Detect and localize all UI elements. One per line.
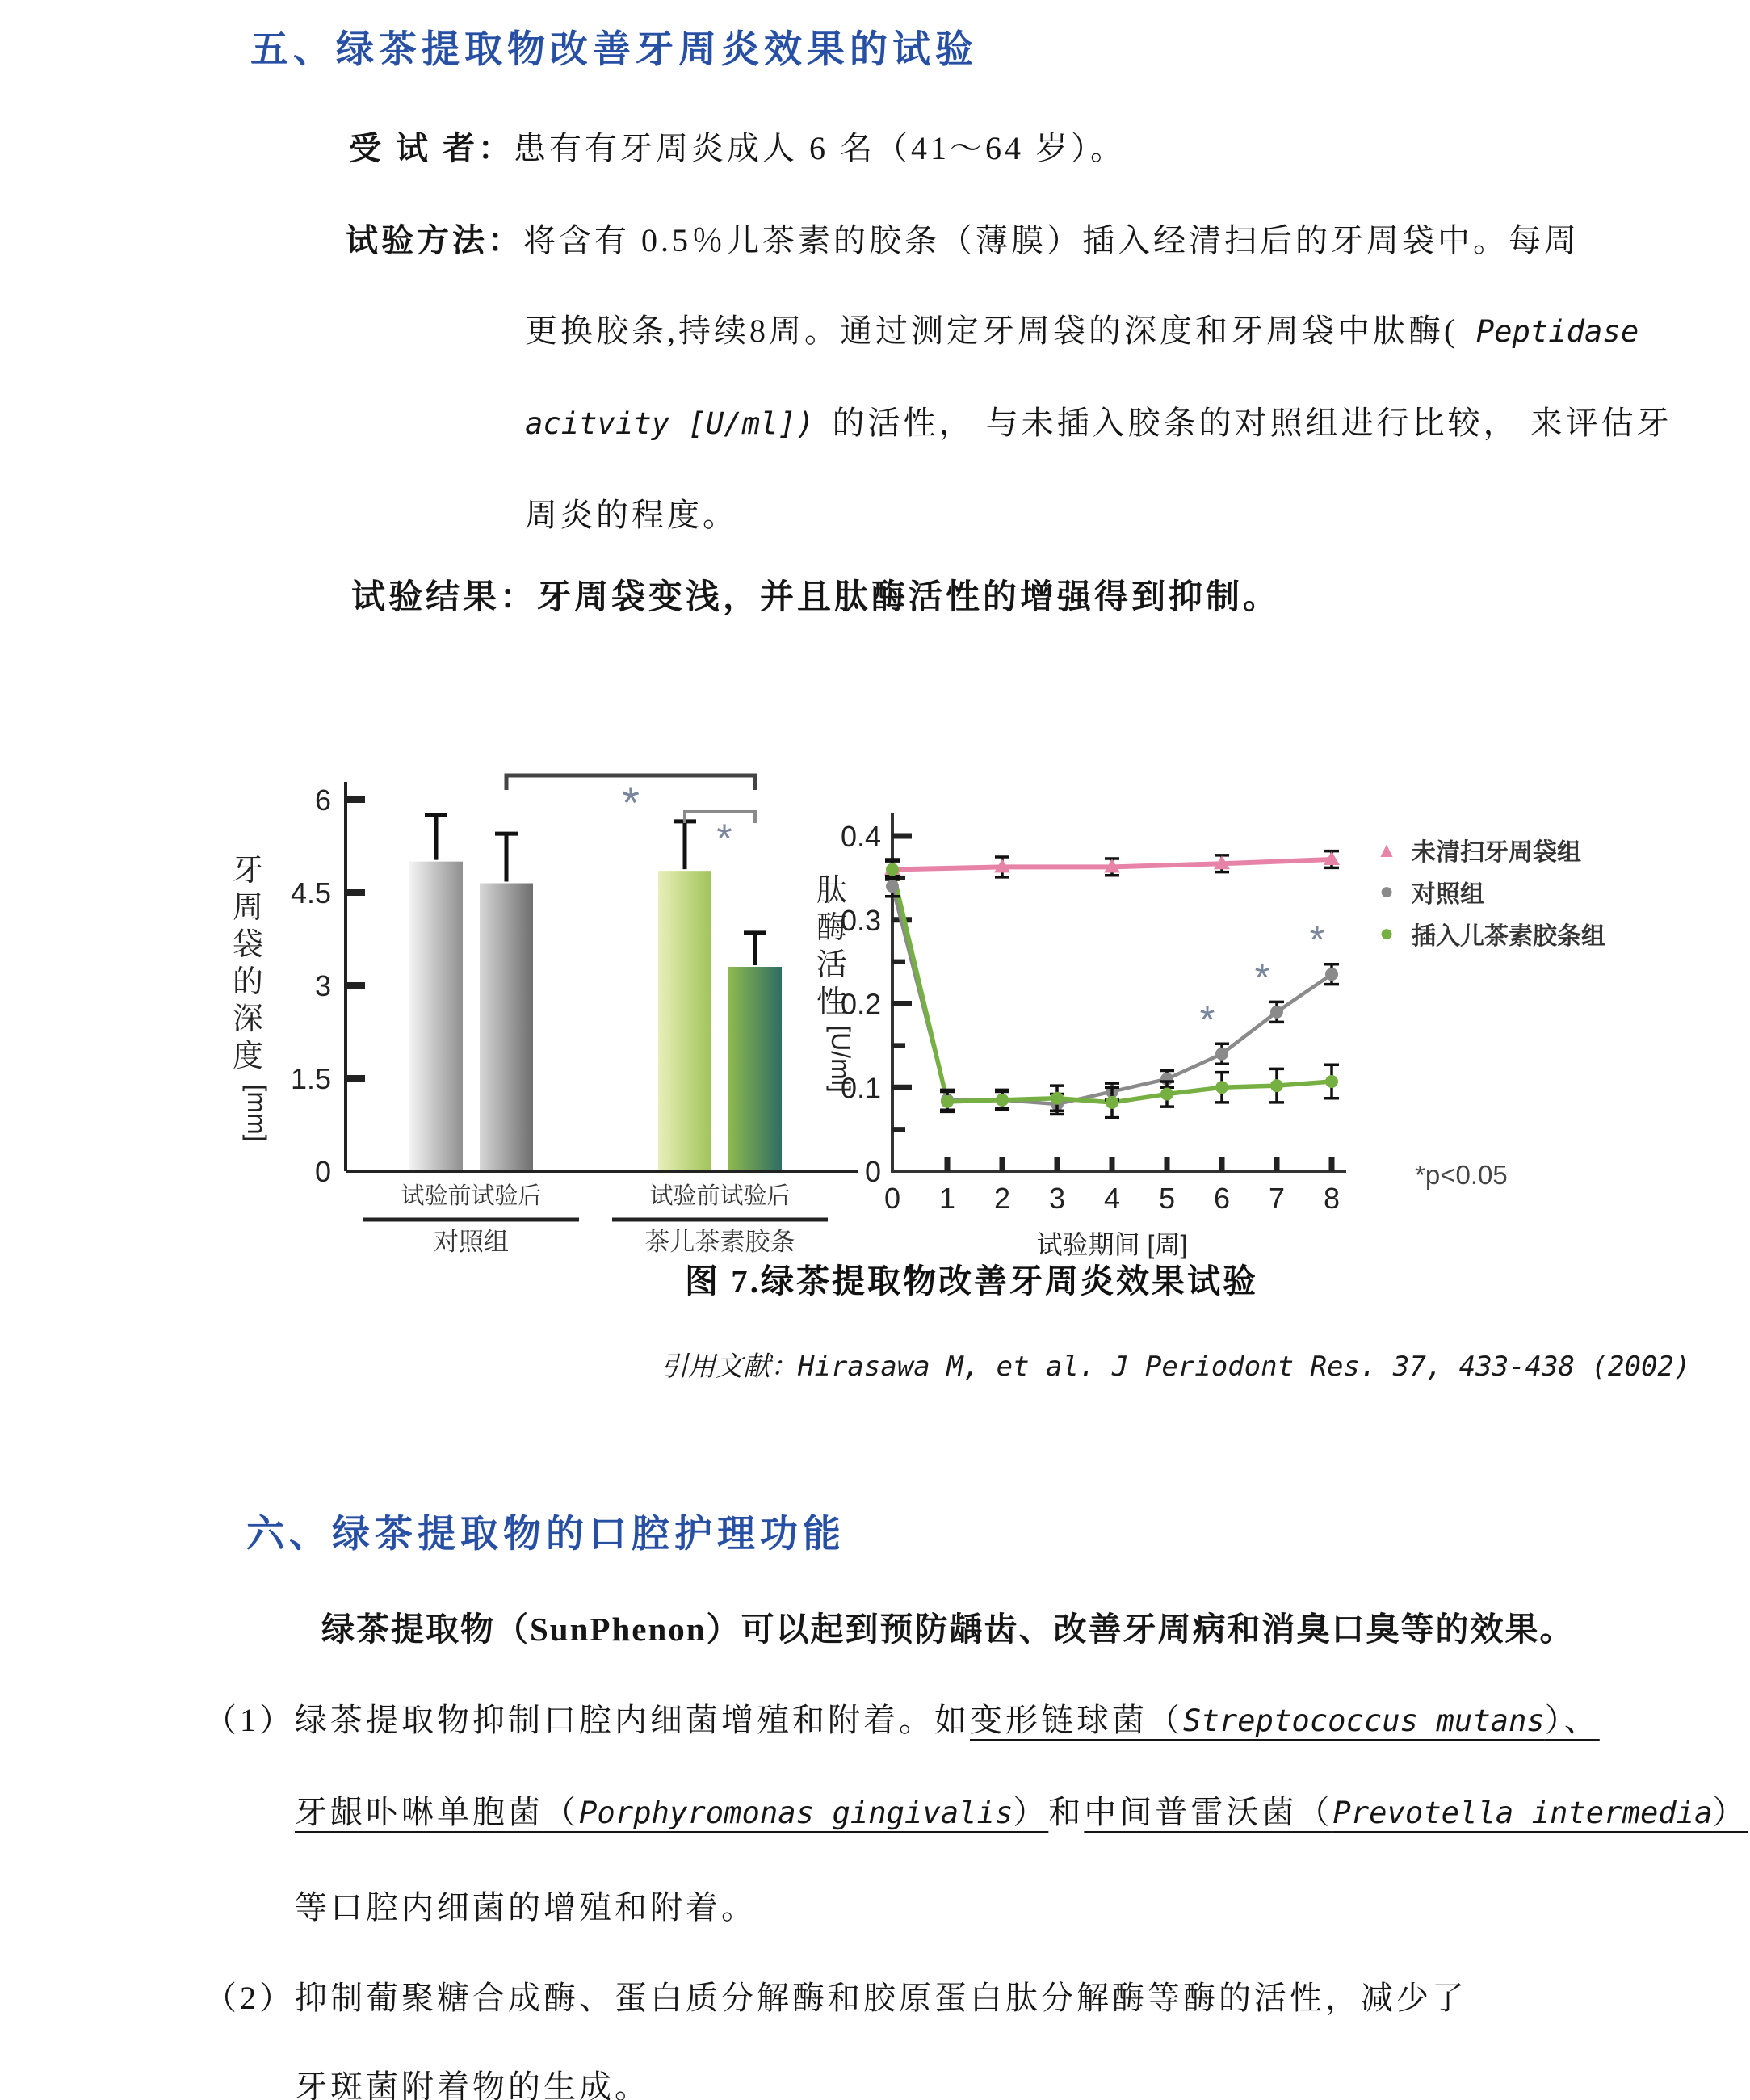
svg-text:6: 6 bbox=[1213, 1182, 1231, 1215]
text-segment: 的活性， 与未插入胶条的对照组进行比较， 来评估牙 bbox=[832, 405, 1672, 441]
text-segment: 更换胶条,持续8周。通过测定牙周袋的深度和牙周袋中肽酶( bbox=[525, 313, 1458, 349]
triangle-marker-icon: ▲ bbox=[1376, 838, 1397, 862]
section-6-title: 六、绿茶提取物的口腔护理功能 bbox=[246, 1514, 846, 1556]
section-6-intro: 绿茶提取物（SunPhenon）可以起到预防龋齿、改善牙周病和消臭口臭等的效果。 bbox=[321, 1611, 1575, 1648]
text-segment: 牙龈卟啉单胞菌（ bbox=[295, 1794, 579, 1830]
text-segment: 中间普雷沃菌（ bbox=[1084, 1794, 1333, 1830]
svg-text:*: * bbox=[1309, 918, 1325, 962]
svg-text:8: 8 bbox=[1323, 1182, 1341, 1215]
text-segment: 和 bbox=[1048, 1794, 1085, 1830]
svg-text:肽酶活性: 肽酶活性 bbox=[816, 874, 848, 1019]
subject-row bbox=[349, 123, 1126, 169]
section-5-title: 五、绿茶提取物改善牙周炎效果的试验 bbox=[250, 29, 978, 71]
item-2-line-2: 牙斑菌附着物的生成。 bbox=[295, 2068, 650, 2100]
text-segment: 变形链球菌（ bbox=[970, 1702, 1183, 1738]
svg-text:对照组: 对照组 bbox=[434, 1228, 509, 1256]
svg-text:[U/ml]: [U/ml] bbox=[826, 1025, 855, 1093]
svg-text:3: 3 bbox=[314, 969, 331, 1002]
periodontal-pocket-depth-bar-chart bbox=[206, 731, 868, 1264]
svg-text:4: 4 bbox=[1103, 1182, 1121, 1215]
latin-species-text: Peptidase bbox=[1458, 313, 1639, 349]
text-segment: ） bbox=[1712, 1794, 1748, 1830]
legend-item bbox=[1373, 832, 1605, 867]
result-text: 牙周袋变浅，并且肽酶活性的增强得到抑制。 bbox=[537, 579, 1281, 616]
method-line-4: 周炎的程度。 bbox=[525, 497, 738, 533]
method-line-3 bbox=[525, 397, 1672, 443]
svg-text:*: * bbox=[1199, 998, 1215, 1042]
item-1-line-1 bbox=[204, 1695, 1600, 1741]
svg-text:试验前: 试验前 bbox=[401, 1183, 472, 1209]
method-row bbox=[346, 215, 1580, 261]
svg-text:1.5: 1.5 bbox=[290, 1062, 331, 1095]
significance-note: *p<0.05 bbox=[1415, 1160, 1508, 1190]
latin-species-text: Prevotella intermedia bbox=[1332, 1795, 1713, 1830]
svg-text:试验期间 [周]: 试验期间 [周] bbox=[1036, 1230, 1188, 1259]
subject-label: 受 试 者： bbox=[349, 130, 514, 166]
svg-text:7: 7 bbox=[1268, 1182, 1286, 1215]
legend-label: 未清扫牙周袋组 bbox=[1412, 839, 1581, 866]
svg-text:*: * bbox=[716, 816, 732, 861]
figure-caption: 图 7.绿茶提取物改善牙周炎效果试验 bbox=[685, 1262, 1258, 1300]
item-1-line-2 bbox=[295, 1787, 1748, 1833]
svg-text:5: 5 bbox=[1158, 1182, 1176, 1215]
svg-text:1: 1 bbox=[938, 1182, 956, 1215]
svg-text:3: 3 bbox=[1048, 1182, 1066, 1215]
svg-text:试验后: 试验后 bbox=[720, 1183, 791, 1209]
svg-text:0.2: 0.2 bbox=[840, 987, 881, 1021]
figure-citation: 引用文献：Hirasawa M, et al. J Periodont Res. 37, 433-438 (2002) bbox=[661, 1350, 1691, 1383]
text-segment: ）、 bbox=[1544, 1702, 1600, 1738]
latin-species-text: acitvity [U/ml]) bbox=[525, 405, 833, 441]
subject-text: 患有有牙周炎成人 6 名（41～64 岁）。 bbox=[514, 130, 1126, 166]
legend-label: 对照组 bbox=[1412, 881, 1484, 908]
svg-text:4.5: 4.5 bbox=[290, 876, 331, 909]
method-line-1: 将含有 0.5％儿茶素的胶条（薄膜）插入经清扫后的牙周袋中。每周 bbox=[523, 222, 1580, 258]
result-label: 试验结果： bbox=[351, 579, 538, 616]
item-2-line-1: （2）抑制葡聚糖合成酶、蛋白质分解酶和胶原蛋白肽分解酶等酶的活性，减少了 bbox=[204, 1980, 1467, 2016]
peptidase-activity-line-chart bbox=[799, 731, 1429, 1264]
svg-text:[mm]: [mm] bbox=[242, 1084, 271, 1142]
method-line-2 bbox=[525, 305, 1639, 351]
legend-label: 插入儿茶素胶条组 bbox=[1412, 923, 1605, 950]
svg-text:0: 0 bbox=[864, 1155, 881, 1188]
legend-item bbox=[1373, 916, 1605, 951]
svg-text:牙周袋的深度: 牙周袋的深度 bbox=[232, 854, 264, 1073]
svg-text:6: 6 bbox=[314, 783, 331, 817]
svg-text:试验后: 试验后 bbox=[471, 1183, 542, 1209]
svg-text:0.1: 0.1 bbox=[840, 1071, 881, 1105]
svg-text:0: 0 bbox=[314, 1155, 331, 1188]
circle-marker-icon: ● bbox=[1379, 878, 1395, 905]
text-segment: （1）绿茶提取物抑制口腔内细菌增殖和附着。如 bbox=[204, 1702, 970, 1738]
svg-text:2: 2 bbox=[993, 1182, 1011, 1215]
chart-legend bbox=[1373, 832, 1605, 951]
text-segment: ） bbox=[1013, 1794, 1049, 1830]
latin-species-text: Streptococcus mutans bbox=[1183, 1703, 1545, 1738]
svg-text:0: 0 bbox=[883, 1182, 901, 1215]
svg-text:*: * bbox=[622, 777, 640, 828]
result-row bbox=[351, 570, 1280, 619]
svg-text:*: * bbox=[1254, 956, 1270, 1000]
latin-species-text: Porphyromonas gingivalis bbox=[579, 1795, 1013, 1830]
svg-text:0.3: 0.3 bbox=[840, 903, 881, 937]
svg-text:茶儿茶素胶条: 茶儿茶素胶条 bbox=[644, 1228, 795, 1256]
svg-text:0.4: 0.4 bbox=[840, 820, 881, 853]
legend-item bbox=[1373, 874, 1605, 909]
item-1-line-3: 等口腔内细菌的增殖和附着。 bbox=[295, 1889, 757, 1926]
svg-text:试验前: 试验前 bbox=[649, 1183, 720, 1209]
method-label: 试验方法： bbox=[346, 222, 523, 258]
circle-marker-icon: ● bbox=[1379, 920, 1395, 947]
